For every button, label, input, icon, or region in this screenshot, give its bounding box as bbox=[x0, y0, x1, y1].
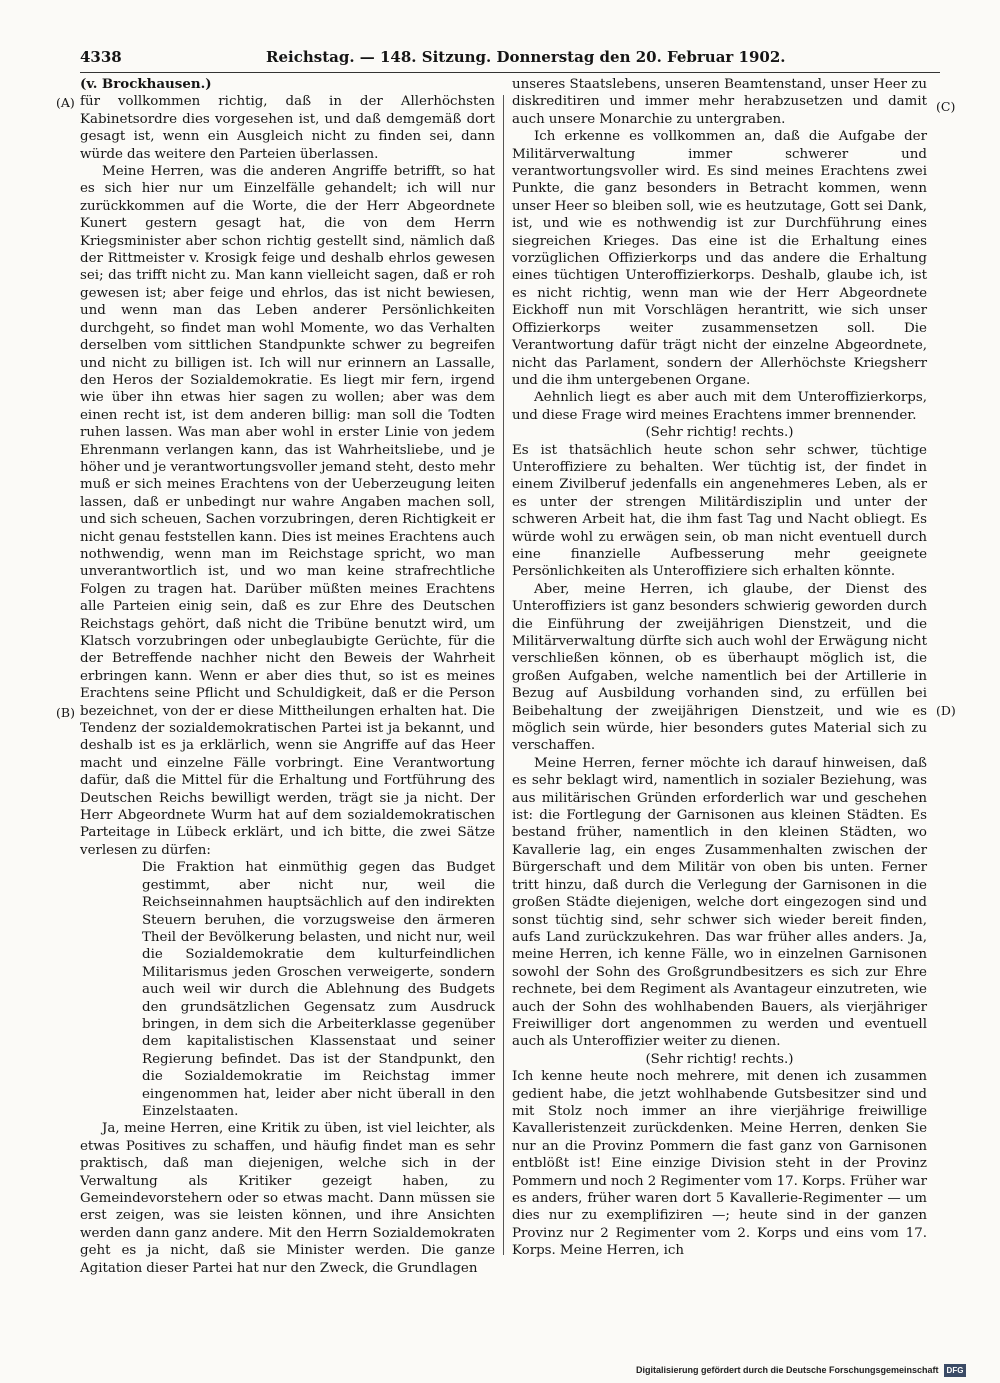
paragraph: für vollkommen richtig, daß in der Allerhöchsten Kabinetsordre dies vorgesehen ist, und daß demgemäß dort gesagt ist, wenn ein Ausgleich nicht zu finden sei, dann würde das weitere den Parteien überlassen. bbox=[80, 94, 495, 162]
paragraph: unseres Staatslebens, unseren Beamtenstand, unser Heer zu diskreditiren und immer mehr herabzusetzen und damit auch unsere Monarchie zu untergraben. bbox=[512, 77, 927, 127]
paragraph: Ja, meine Herren, eine Kritik zu üben, ist viel leichter, als etwas Positives zu schaffen, und häufig findet man es sehr praktisch, daß man diejenigen, welche sich in der Verwaltung als Kritiker gezeigt haben, zu Gemeindevorstehern oder so etwas macht. Dann müssen sie erst zeigen, was sie leisten können, und ihre Ansichten werden dann ganz andere. Mit den Herrn Sozialdemokraten geht es ja nicht, daß sie Minister werden. Die ganze Agitation dieser Partei hat nur den Zweck, die Grundlagen bbox=[80, 1121, 495, 1276]
paragraph: Meine Herren, ferner möchte ich darauf hinweisen, daß es sehr beklagt wird, namentlich in sozialer Beziehung, was aus militärischen Gründen erforderlich war und geschehen ist: die Fortlegung der Garnisonen aus kleinen Städten. Es bestand früher, namentlich in den kleinen Städten, wo Kavallerie lag, ein enges Zusammenhalten zwischen der Bürgerschaft und dem Militär von oben bis unten. Ferner tritt hinzu, daß durch die Verlegung der Garnisonen in die großen Städte diejenigen, welche dort eingezogen sind und sonst tüchtig sind, sehr schwer sich wieder bereit finden, aufs Land zurückzukehren. Das war früher alles anders. Ja, meine Herren, ich kenne Fälle, wo in einzelnen Garnisonen sowohl der Sohn des Großgrundbesitzers es sich zur Ehre rechnete, bei dem Regiment als Avantageur einzutreten, wie auch der Sohn des wohlhabenden Bauers, als vierjähriger Freiwilliger dort angenommen zu werden und eventuell auch als Unteroffizier weiter zu dienen. bbox=[512, 755, 927, 1050]
interjection: (Sehr richtig! rechts.) bbox=[645, 1051, 794, 1067]
interjection: (Sehr richtig! rechts.) bbox=[645, 425, 794, 441]
paragraph: Meine Herren, was die anderen Angriffe betrifft, so hat es sich hier nur um Einzelfälle gehandelt; ich will nur zurückkommen auf die Worte, die der Herr Abgeordnete Kunert gestern gesagt hat, die von dem Herrn Kriegsminister aber schon richtig gestellt sind, nämlich daß der Rittmeister v. Krosigk feige und deshalb ehrlos gewesen sei; das trifft nicht zu. Man kann vielleicht sagen, daß er roh gewesen ist; aber feige und ehrlos, das ist nicht bewiesen, und wenn man das Leben anderer Persönlichkeiten durchgeht, so findet man wohl Momente, wo das Verhalten derselben vom sittlichen Standpunkte schwer zu begreifen und nicht zu billigen ist. Ich will nur erinnern an Lassalle, den Heros der Sozialdemokratie. Es liegt mir fern, irgend wie über ihn etwas hier sagen zu wollen; aber was dem einen recht ist, ist dem anderen billig: man soll die Todten ruhen lassen. Was man aber wohl in erster Linie von jedem Ehrenmann verlangen kann, das ist Wahrheitsliebe, und je höher und je verantwortungsvoller jemand steht, desto mehr muß er sich meines Erachtens von der Ueberzeugung leiten lassen, daß er unbedingt nur wahre Angaben machen soll, und sich scheuen, Sachen vorzubringen, deren Richtigkeit er nicht genau feststellen kann. Dies ist meines Erachtens auch nothwendig, wenn man im Reichstage spricht, wo man unverantwortlich ist, und wo man keine strafrechtliche Folgen zu tragen hat. Darüber müßten meines Erachtens alle Parteien einig sein, daß es zur Ehre des Deutschen Reichstags gehört, daß nicht die Tribüne benutzt wird, um Klatsch vorzubringen oder unbeglaubigte Gerüchte, für die der Betreffende nachher nicht den Beweis der Wahrheit erbringen kann. Wenn er aber dies thut, so ist es meines Erachtens seine Pflicht und Schuldigkeit, daß er die Person bezeichnet, von der er diese Mittheilungen erhalten hat. Die Tendenz der sozialdemokratischen Partei ist ja bekannt, und deshalb ist es ja erklärlich, wenn sie Angriffe auf das Heer macht und einzelne Fälle vorbringt. Eine Verantwortung dafür, daß die Mittel für die Erhaltung und Fortführung des Deutschen Reichs bewilligt werden, trägt sie ja nicht. Der Herr Abgeordnete Wurm hat auf dem sozialdemokratischen Parteitage in Lübeck erklärt, und ich bitte, die zwei Sätze verlesen zu dürfen: bbox=[80, 164, 495, 858]
block-quote bbox=[142, 859, 495, 1120]
margin-marker-b: (B) bbox=[56, 705, 75, 720]
header-rule bbox=[80, 72, 940, 73]
margin-marker-a: (A) bbox=[56, 95, 75, 110]
digitization-credit: Digitalisierung gefördert durch die Deutsche Forschungsgemeinschaft bbox=[636, 1365, 939, 1375]
right-column bbox=[512, 76, 927, 1260]
running-header bbox=[80, 48, 940, 70]
paragraph: Ich kenne heute noch mehrere, mit denen ich zusammen gedient habe, die jetzt wohlhabende Gutsbesitzer sind und mit Stolz noch immer an ihre vierjährige freiwillige Kavalleristenzeit zurückdenken. Meine Herren, denken Sie nur an die Provinz Pommern die fast ganz von Garnisonen entblößt ist! Eine einzige Division steht in der Provinz Pommern und noch 2 Regimenter vom 17. Korps. Früher war es anders, früher waren dort 5 Kavallerie-Regimenter — um dies nur zu exemplifiziren —; heute sind in der ganzen Provinz nur 2 Regimenter vom 2. Korps und eins vom 17. Korps. Meine Herren, ich bbox=[512, 1069, 927, 1259]
dfg-logo: DFG bbox=[944, 1364, 966, 1377]
speaker-label: (v. Brockhausen.) bbox=[80, 76, 212, 92]
margin-marker-c: (C) bbox=[936, 99, 956, 114]
paragraph: Es ist thatsächlich heute schon sehr schwer, tüchtige Unteroffiziere zu behalten. Wer tüchtig ist, der findet in einem Zivilberuf jedenfalls ein angenehmeres Leben, als er es unter der strengen Militärdisziplin und unter der schweren Arbeit hat, die ihm fast Tag und Nacht obliegt. Es würde wohl zu erwägen sein, ob man nicht eventuell durch eine finanzielle Aufbesserung mehr geeignete Persönlichkeiten als Unteroffiziere sich erhalten könnte. bbox=[512, 442, 927, 580]
margin-marker-d: (D) bbox=[936, 703, 956, 718]
column-divider bbox=[503, 95, 504, 1255]
page-number: 4338 bbox=[80, 48, 122, 66]
paragraph: Aber, meine Herren, ich glaube, der Dienst des Unteroffiziers ist ganz besonders schwierig geworden durch die Einführung der zweijährigen Dienstzeit, und die Militärverwaltung dürfte sich auch wohl der Erwägung nicht verschließen können, ob es überhaupt möglich ist, die großen Aufgaben, welche namentlich bei der Artillerie in Bezug auf Ausbildung vorhanden sind, zu erfüllen bei Beibehaltung der zweijährigen Dienstzeit, und wie es möglich sein würde, hier besonders gutes Material sich zu verschaffen. bbox=[512, 581, 927, 754]
paragraph: Aehnlich liegt es aber auch mit dem Unteroffizierkorps, und diese Frage wird meines Erachtens immer brennender. bbox=[512, 390, 927, 423]
paragraph: Ich erkenne es vollkommen an, daß die Aufgabe der Militärverwaltung immer schwerer und verantwortungsvoller wird. Es sind meines Erachtens zwei Punkte, die ganz besonders in Betracht kommen, wenn unser Heer so bleiben soll, wie es heutzutage, Gott sei Dank, ist, und wie es nothwendig ist zur Durchführung eines siegreichen Krieges. Das eine ist die Erhaltung eines vorzüglichen Offizierkorps und das andere die Erhaltung eines tüchtigen Unteroffizierkorps. Deshalb, glaube ich, ist es nicht richtig, wenn man wie der Herr Abgeordnete Eickhoff nun mit Vorschlägen herantritt, wie sich unser Offizierkorps weiter zusammensetzen soll. Die Verantwortung dafür trägt nicht der einzelne Abgeordnete, nicht das Parlament, sondern der Allerhöchste Kriegsherr und die ihm untergebenen Organe. bbox=[512, 129, 927, 388]
running-title: Reichstag. — 148. Sitzung. Donnerstag den 20. Februar 1902. bbox=[266, 48, 786, 66]
left-column bbox=[80, 76, 495, 1277]
quote-text: Die Fraktion hat einmüthig gegen das Budget gestimmt, aber nicht nur, weil die Reichseinnahmen hauptsächlich auf den indirekten Steuern beruhen, die vorzugsweise den ärmeren Theil der Bevölkerung belasten, und nicht nur, weil die Sozialdemokratie dem kulturfeindlichen Militarismus jeden Groschen verweigerte, sondern auch weil wir durch die Ablehnung des Budgets den grundsätzlichen Gegensatz zum Ausdruck bringen, in dem sich die Arbeiterklasse gegenüber dem kapitalistischen Klassenstaat und seiner Regierung befindet. Das ist der Standpunkt, den die Sozialdemokratie im Reichstag immer eingenommen hat, leider aber nicht überall in den Einzelstaaten. bbox=[142, 860, 495, 1119]
